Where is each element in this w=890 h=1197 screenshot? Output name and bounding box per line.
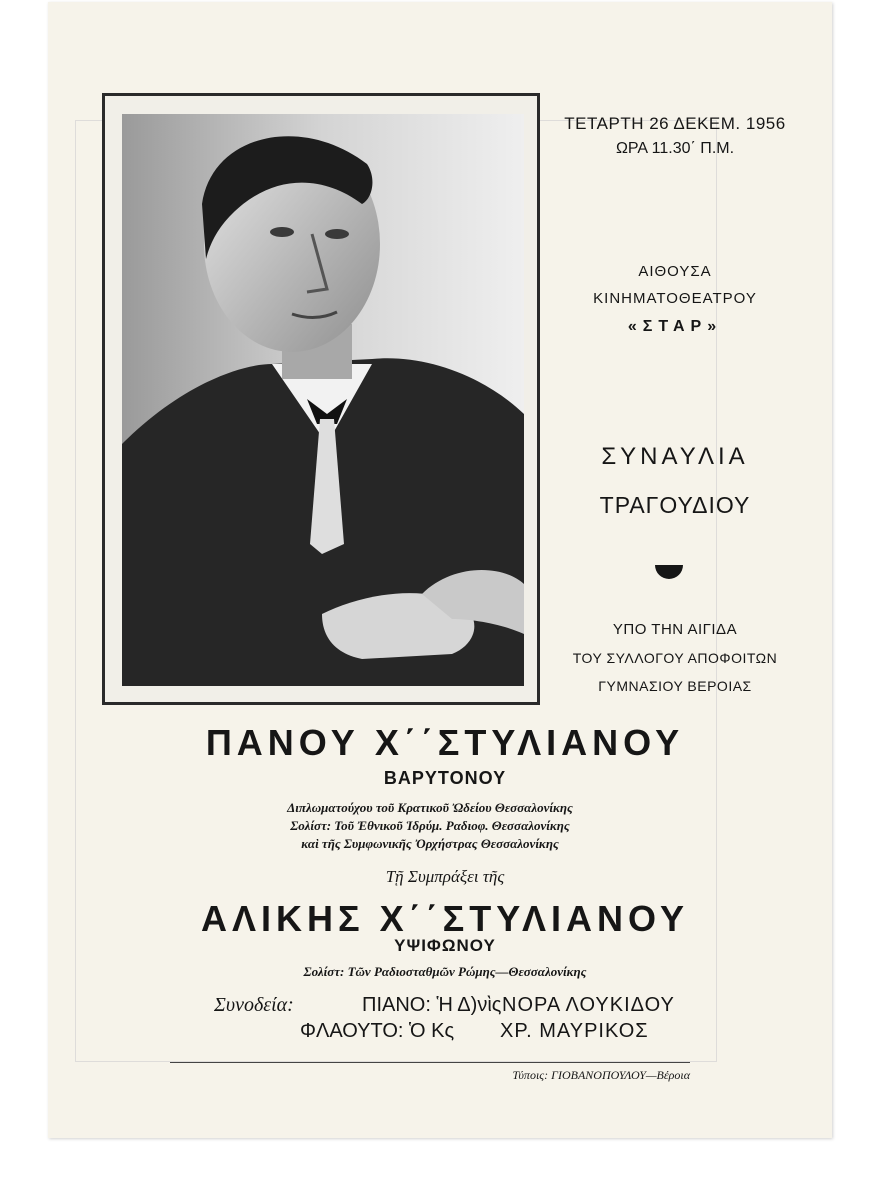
printer-credit: Τύποις: ΓΙΟΒΑΝΟΠΟΥΛΟΥ—Βέροια [512, 1068, 690, 1082]
performer-2-credit: Σολίστ: Τῶν Ραδιοσταθμῶν Ρώμης—Θεσσαλονίκης [303, 964, 587, 979]
piano-accompanist-name: ΝΟΡΑ ΛΟΥΚΙΔΟΥ [502, 994, 675, 1016]
aegis-line-1: ΥΠΟ ΤΗΝ ΑΙΓΙΔΑ [612, 621, 738, 638]
performer-1-name: ΠΑΝΟΥ Χ΄΄ΣΤΥΛΙΑΝΟΥ [205, 722, 685, 763]
piano-label: ΠΙΑΝΟ: Ἡ Δ)νὶς [362, 994, 502, 1016]
performer-1-credit-1: Διπλωματούχου τοῦ Κρατικοῦ Ὠδείου Θεσσαλονίκης [287, 800, 573, 815]
flute-player-name: ΧΡ. ΜΑΥΡΙΚΟΣ [500, 1020, 649, 1042]
aegis-line-2: ΤΟΥ ΣΥΛΛΟΓΟΥ ΑΠΟΦΟΙΤΩΝ [572, 650, 778, 666]
venue-line-2: ΚΙΝΗΜΑΤΟΘΕΑΤΡΟΥ [593, 290, 757, 307]
performer-1-credit-3: καὶ τῆς Συμφωνικῆς Ὀρχήστρας Θεσσαλονίκης [301, 836, 559, 851]
performer-1-credit-2: Σολίστ: Τοῦ Ἐθνικοῦ Ἱδρύμ. Ραδιοφ. Θεσσαλονίκης [290, 818, 570, 833]
performer-2-name: ΑΛΙΚΗΣ Χ΄΄ΣΤΥΛΙΑΝΟΥ [201, 898, 689, 939]
partner-line: Τῇ Συμπράξει τῆς [385, 867, 505, 886]
footer-divider [170, 1062, 690, 1063]
event-time: ΩΡΑ 11.30΄ Π.Μ. [615, 140, 735, 157]
aegis-line-3: ΓΥΜΝΑΣΙΟΥ ΒΕΡΟΙΑΣ [598, 678, 752, 694]
venue-name: «ΣΤΑΡ» [627, 318, 723, 335]
performer-1-voice: ΒΑΡΥΤΟΝΟΥ [383, 768, 507, 788]
portrait-photo [122, 114, 524, 686]
event-date: ΤΕΤΑΡΤΗ 26 ΔΕΚΕΜ. 1956 [564, 114, 786, 133]
accompaniment-label: Συνοδεία: [214, 994, 294, 1016]
event-title-line-1: ΣΥΝΑΥΛΙΑ [601, 443, 749, 470]
portrait-frame [102, 93, 540, 705]
performer-2-voice: ΥΨΙΦΩΝΟΥ [394, 936, 496, 955]
portrait-illustration [122, 114, 524, 686]
venue-line-1: ΑΙΘΟΥΣΑ [638, 263, 712, 280]
flute-label: ΦΛΑΟΥΤΟ: Ὁ Κς [300, 1020, 455, 1042]
event-title-line-2: ΤΡΑΓΟΥΔΙΟΥ [599, 492, 751, 518]
